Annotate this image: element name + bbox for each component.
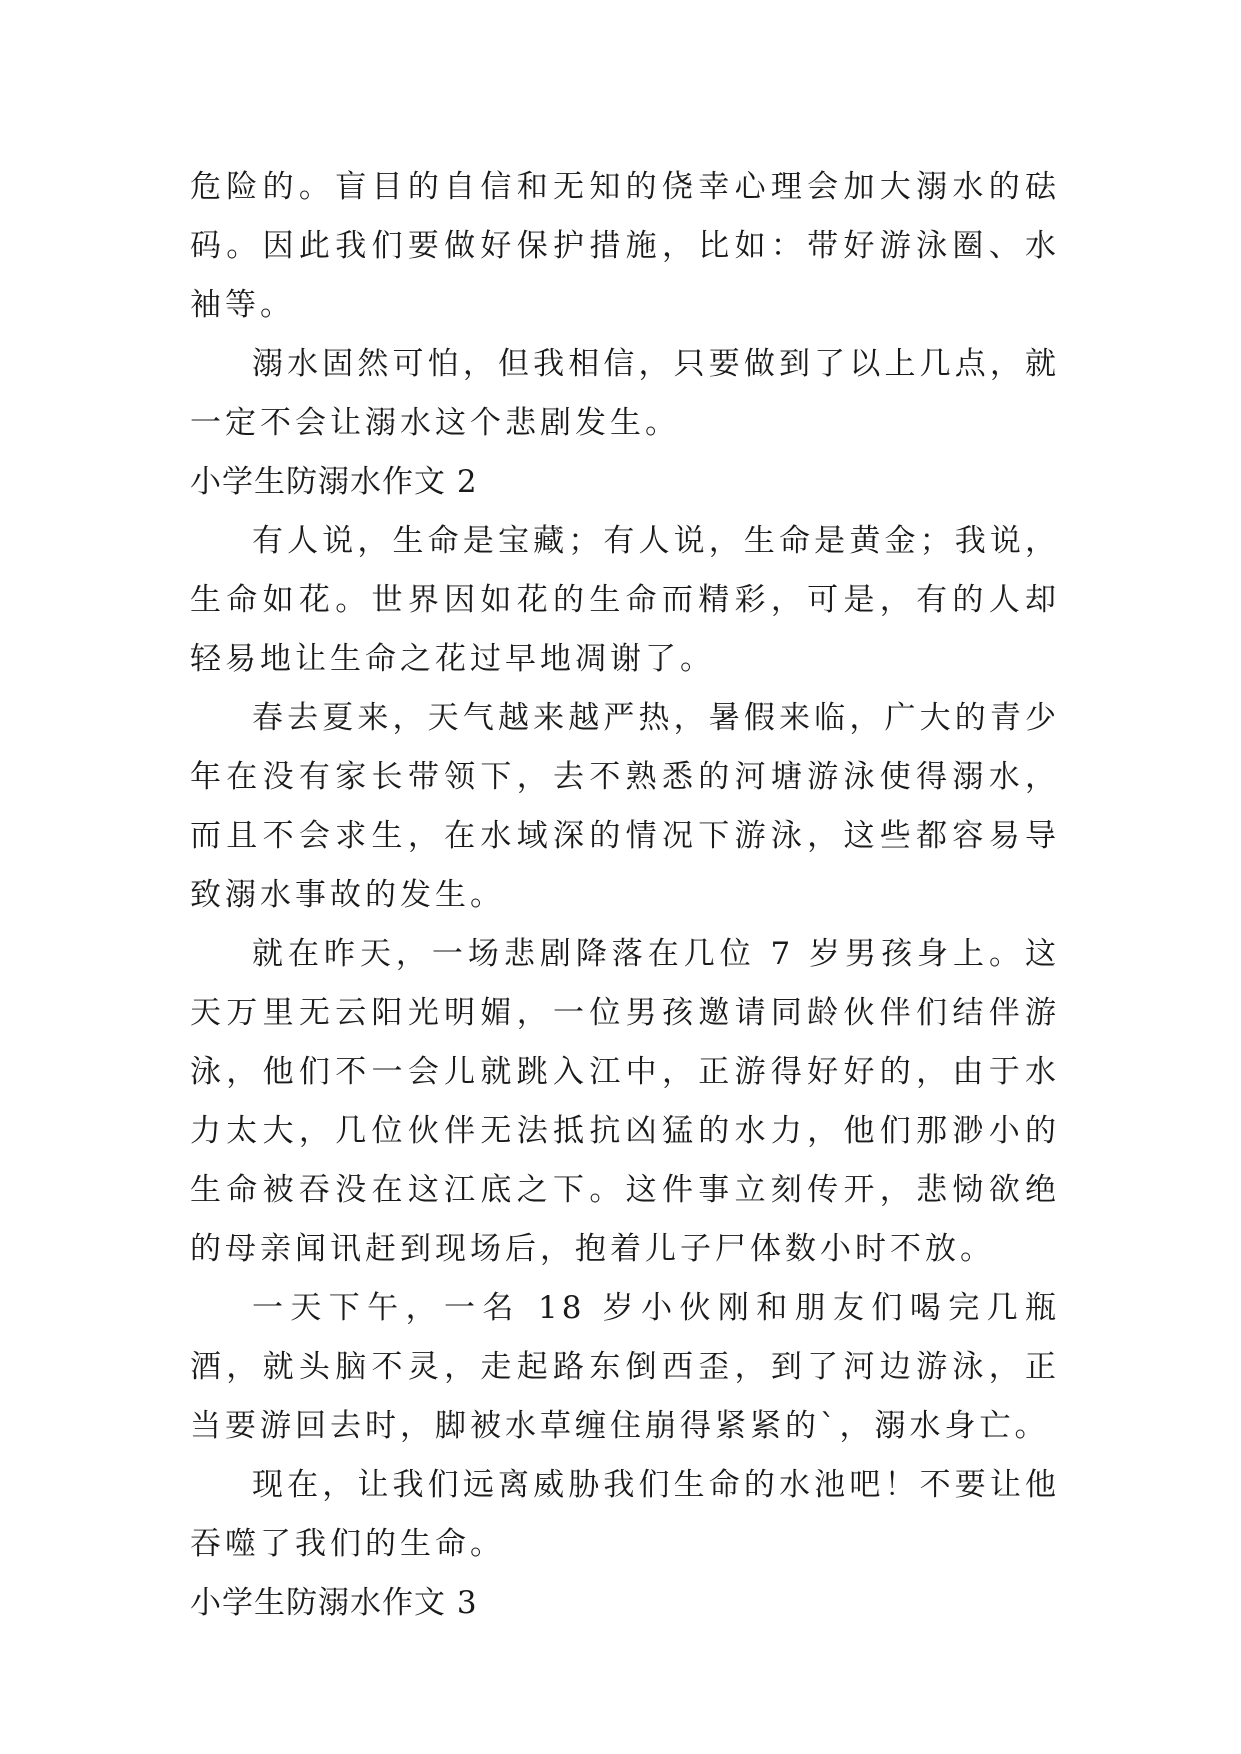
document-body: [190, 158, 1060, 1633]
paragraph-5: 就在昨天，一场悲剧降落在几位 7 岁男孩身上。这天万里无云阳光明媚，一位男孩邀请同龄伙伴们结伴游泳，他们不一会儿就跳入江中，正游得好好的，由于水力太大，几位伙伴无法抵抗凶猛的水力，他们那渺小的生命被吞没在这江底之下。这件事立刻传开，悲恸欲绝的母亲闻讯赶到现场后，抱着儿子尸体数小时不放。: [190, 936, 1060, 1267]
paragraph-3: 有人说，生命是宝藏；有人说，生命是黄金；我说，生命如花。世界因如花的生命而精彩，可是，有的人却轻易地让生命之花过早地凋谢了。: [190, 523, 1060, 677]
section-heading-2: 小学生防溺水作文 2: [190, 464, 478, 500]
paragraph-7: 现在，让我们远离威胁我们生命的水池吧！不要让他吞噬了我们的生命。: [190, 1467, 1060, 1562]
paragraph-4: 春去夏来，天气越来越严热，暑假来临，广大的青少年在没有家长带领下，去不熟悉的河塘游泳使得溺水，而且不会求生，在水域深的情况下游泳，这些都容易导致溺水事故的发生。: [190, 700, 1060, 913]
paragraph-1: 危险的。盲目的自信和无知的侥幸心理会加大溺水的砝码。因此我们要做好保护措施，比如：带好游泳圈、水袖等。: [190, 169, 1060, 323]
paragraph-2: 溺水固然可怕，但我相信，只要做到了以上几点，就一定不会让溺水这个悲剧发生。: [190, 346, 1060, 441]
section-heading-3: 小学生防溺水作文 3: [190, 1585, 478, 1621]
paragraph-6: 一天下午，一名 18 岁小伙刚和朋友们喝完几瓶酒，就头脑不灵，走起路东倒西歪，到了河边游泳，正当要游回去时，脚被水草缠住崩得紧紧的`，溺水身亡。: [190, 1290, 1060, 1444]
